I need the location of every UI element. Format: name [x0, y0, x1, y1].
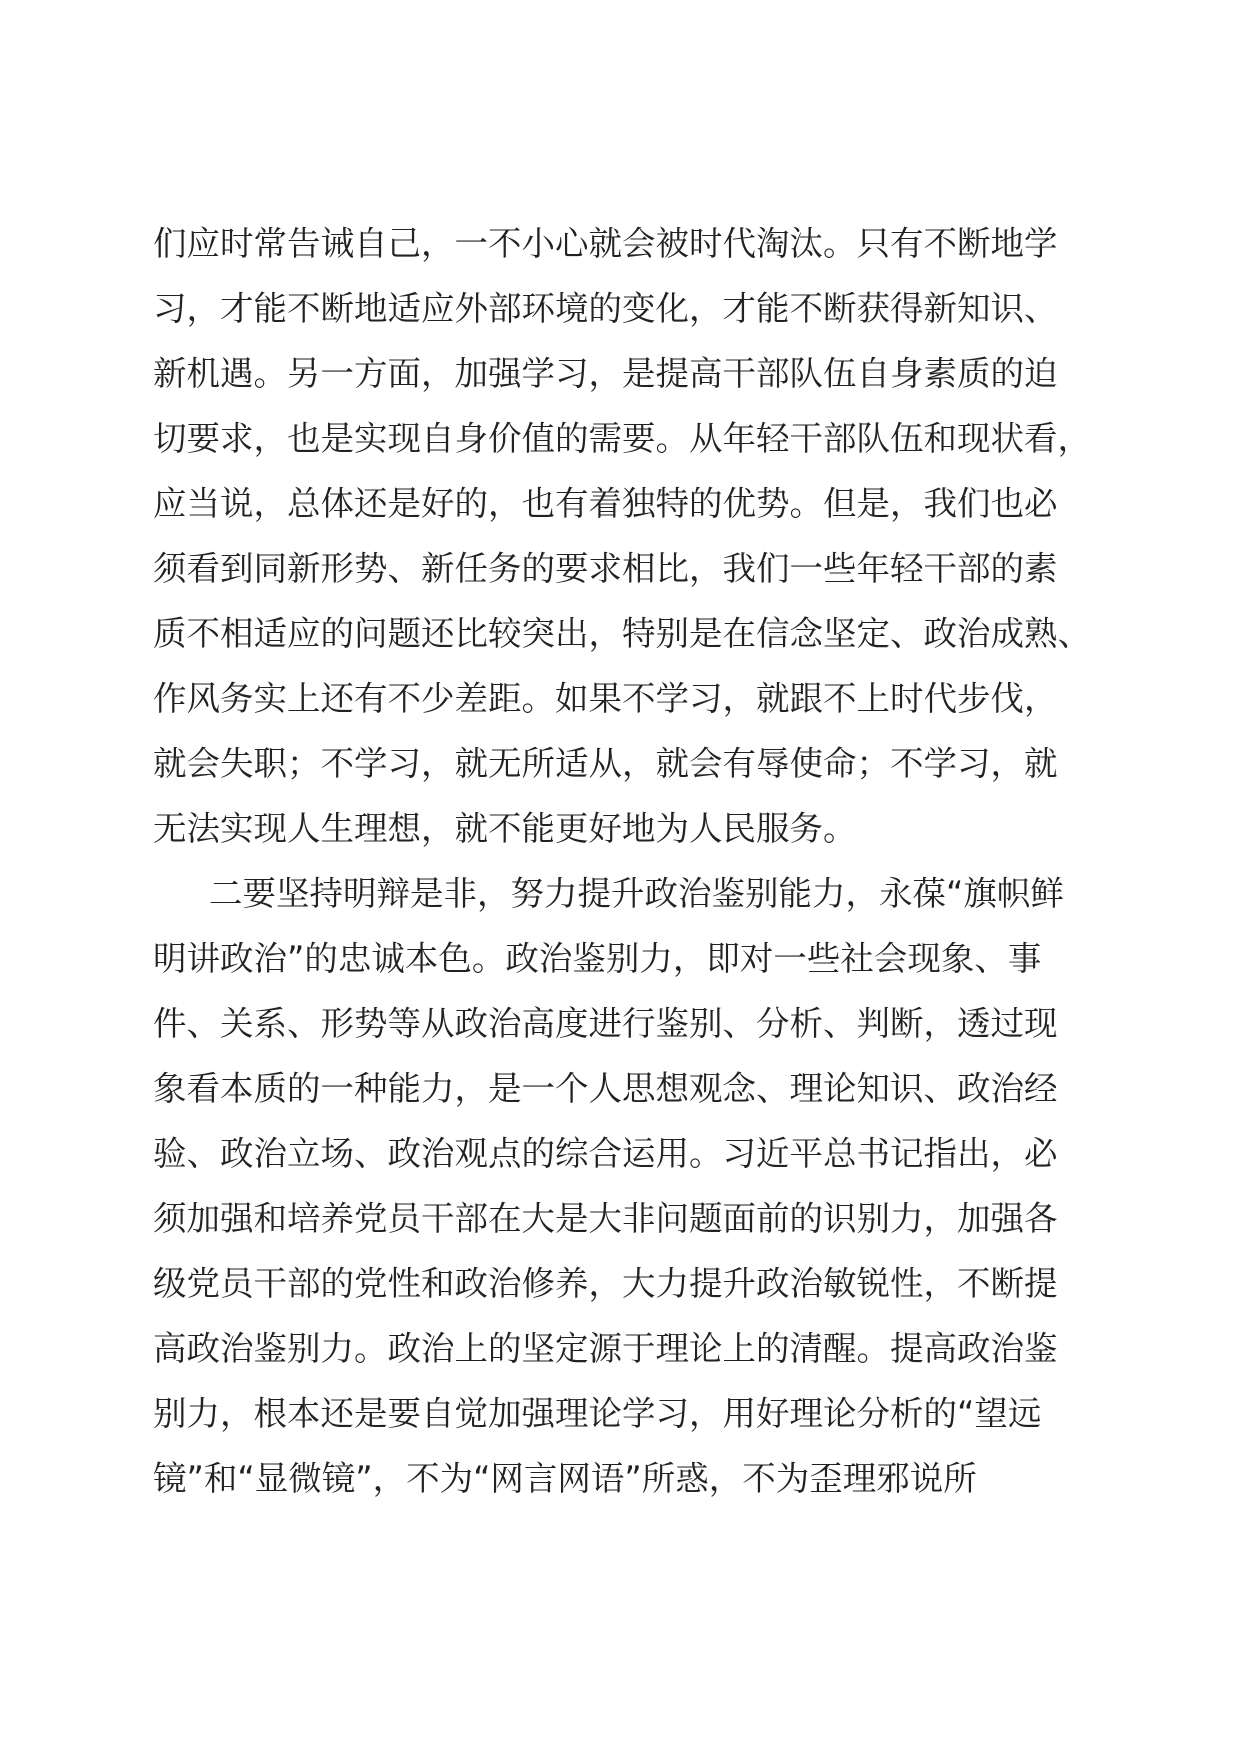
text-line: 习，才能不断地适应外部环境的变化，才能不断获得新知识、 [153, 289, 1058, 328]
text-line: 们应时常告诫自己，一不小心就会被时代淘汰。只有不断地学 [153, 224, 1058, 263]
text-line: 须加强和培养党员干部在大是大非问题面前的识别力，加强各 [153, 1199, 1058, 1238]
text-line: 须看到同新形势、新任务的要求相比，我们一些年轻干部的素 [153, 549, 1058, 588]
text-line: 验、政治立场、政治观点的综合运用。习近平总书记指出，必 [153, 1134, 1058, 1173]
body-text [153, 211, 1091, 1511]
text-line: 切要求，也是实现自身价值的需要。从年轻干部队伍和现状看， [153, 419, 1091, 458]
text-line: 高政治鉴别力。政治上的坚定源于理论上的清醒。提高政治鉴 [153, 1329, 1058, 1368]
text-line: 就会失职；不学习，就无所适从，就会有辱使命；不学习，就 [153, 744, 1058, 783]
text-line: 明讲政治”的忠诚本色。政治鉴别力，即对一些社会现象、事 [153, 939, 1042, 978]
text-line: 新机遇。另一方面，加强学习，是提高干部队伍自身素质的迫 [153, 354, 1058, 393]
text-line: 级党员干部的党性和政治修养，大力提升政治敏锐性，不断提 [153, 1264, 1058, 1303]
text-line: 质不相适应的问题还比较突出，特别是在信念坚定、政治成熟、 [153, 614, 1091, 653]
paragraph-first-line: 二要坚持明辩是非，努力提升政治鉴别能力，永葆“旗帜鲜 [209, 874, 1064, 913]
text-line: 作风务实上还有不少差距。如果不学习，就跟不上时代步伐， [153, 679, 1058, 718]
text-line: 件、关系、形势等从政治高度进行鉴别、分析、判断，透过现 [153, 1004, 1058, 1043]
text-line: 象看本质的一种能力，是一个人思想观念、理论知识、政治经 [153, 1069, 1058, 1108]
text-line: 镜”和“显微镜”，不为“网言网语”所惑，不为歪理邪说所 [153, 1459, 977, 1498]
text-line: 应当说，总体还是好的，也有着独特的优势。但是，我们也必 [153, 484, 1058, 523]
text-line: 无法实现人生理想，就不能更好地为人民服务。 [153, 809, 857, 848]
text-line: 别力，根本还是要自觉加强理论学习，用好理论分析的“望远 [153, 1394, 1042, 1433]
